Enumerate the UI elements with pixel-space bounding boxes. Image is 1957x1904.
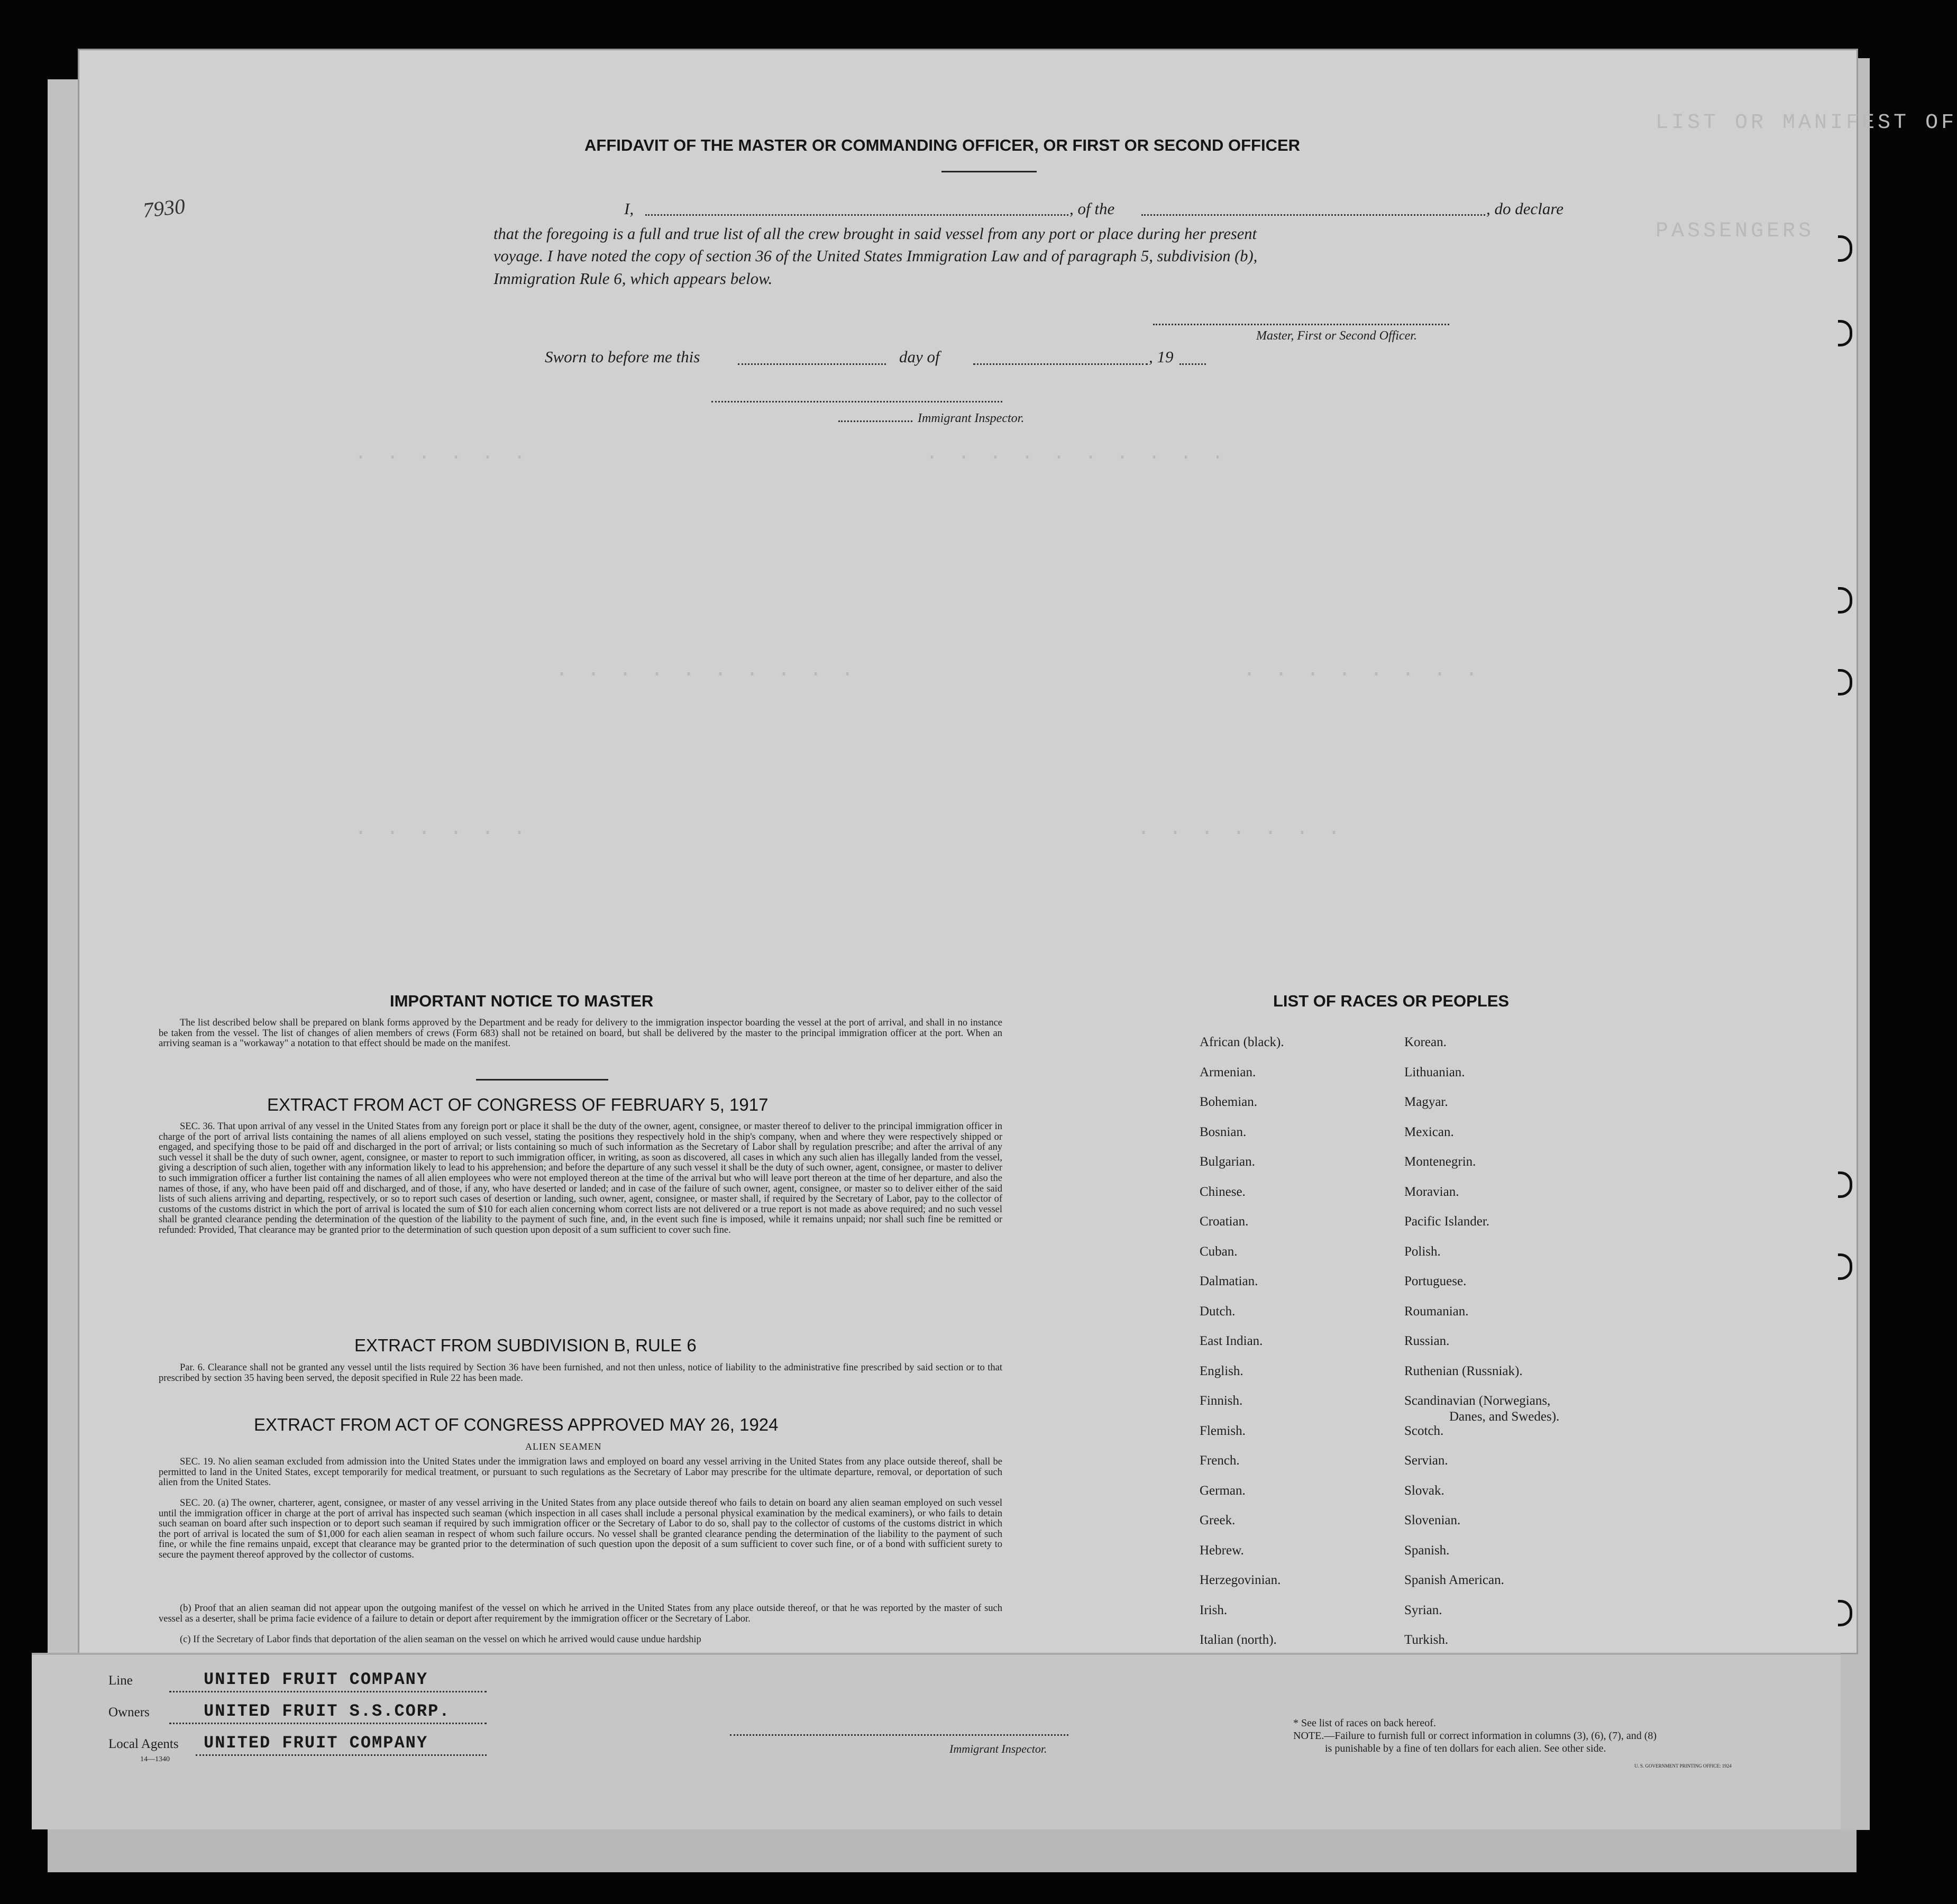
race-item: Spanish. xyxy=(1404,1543,1450,1558)
failure-note: NOTE.—Failure to furnish full or correct information in columns (3), (6), (7), and (8) xyxy=(1293,1730,1657,1742)
race-item: Turkish. xyxy=(1404,1633,1449,1647)
footer-inspector-blank xyxy=(730,1734,1068,1736)
footer-inspector-label: Immigrant Inspector. xyxy=(949,1742,1047,1755)
extract-1924-sec20a: SEC. 20. (a) The owner, charterer, agent, consignee, or master of any vessel arriving in the United States from any place outside thereof who fails to detain on board any alien seaman employed on such vessel until the immigration officer in charge at the port of arrival has inspected such seaman (which inspection in all cases shall include a personal physical examination by the medical examiners), or who fails to detain such seaman on board after such inspection or to deport such seaman if required by such immigration officer or the Secretary of Labor to do so, shall pay to the collector of customs of the customs district in which the port of arrival is located the sum of $1,000 for each alien seaman in respect of whom such failure occurs. No vessel shall be granted clearance pending the determination of the liability to the payment of such fine, or while the fine remains unpaid, except that clearance may be granted prior to the determination of such question upon the deposit of a sum sufficient to cover such fine, or of a bond with sufficient surety to secure the payment thereof approved by the collector of customs. xyxy=(159,1498,1002,1560)
affidavit-do-declare: , do declare xyxy=(1486,199,1564,218)
extract-1924-sec19: SEC. 19. No alien seaman excluded from admission into the United States under the immigration laws and employed on board any vessel arriving in the United States from any place outside thereof, shall be permitted to land in the United States, except temporarily for medical treatment, or pursuant to such regulations as the Secretary of Labor may prescribe for the ultimate departure, removal, or deportation of such alien from the United States. xyxy=(159,1457,1002,1488)
race-item: Flemish. xyxy=(1200,1423,1246,1438)
race-item: Bulgarian. xyxy=(1200,1155,1255,1169)
race-item: Polish. xyxy=(1404,1244,1441,1259)
line-blank xyxy=(169,1691,487,1692)
punch-hole xyxy=(1838,320,1852,346)
extract-1924-sec20b: (b) Proof that an alien seaman did not appear upon the outgoing manifest of the vessel on which he arrived in the United States from any place outside thereof, or that he was reported by the master of such vessel as a deserter, shall be prima facie evidence of a failure to detain or deport after requirement by the immigration officer or the Secretary of Labor. xyxy=(159,1603,1002,1624)
punch-hole xyxy=(1838,669,1852,695)
agents-value: UNITED FRUIT COMPANY xyxy=(204,1733,428,1753)
line-value: UNITED FRUIT COMPANY xyxy=(204,1670,428,1689)
race-item: Scotch. xyxy=(1404,1423,1444,1438)
race-item: Slovak. xyxy=(1404,1483,1444,1498)
printer-imprint: U. S. GOVERNMENT PRINTING OFFICE: 1924 xyxy=(1634,1763,1732,1769)
races-title: LIST OF RACES OR PEOPLES xyxy=(1273,992,1510,1010)
race-item: German. xyxy=(1200,1483,1246,1498)
race-item: Moravian. xyxy=(1404,1184,1459,1199)
race-item: English. xyxy=(1200,1363,1243,1378)
affidavit-line-2: that the foregoing is a full and true list of all the crew brought in said vessel from any port or place during her present xyxy=(493,225,1257,243)
race-item: Montenegrin. xyxy=(1404,1155,1476,1169)
race-item: Roumanian. xyxy=(1404,1304,1469,1319)
race-item: Magyar. xyxy=(1404,1095,1448,1109)
notice-rule xyxy=(476,1079,608,1081)
bleed-through-text: . . . . . . xyxy=(354,817,529,841)
master-signature-blank xyxy=(1153,324,1449,325)
race-item: Finnish. xyxy=(1200,1394,1243,1408)
margin-handwriting: 7930 xyxy=(141,194,187,223)
race-item: Herzegovinian. xyxy=(1200,1573,1281,1587)
bleed-through-text: . . . . . . . . . . xyxy=(555,658,857,682)
sworn-before: Sworn to before me this xyxy=(545,347,700,366)
punch-hole xyxy=(1838,1253,1852,1280)
notice-text: The list described below shall be prepared on blank forms approved by the Department and be ready for delivery to the immigration inspector boarding the vessel at the port of arrival, and shall in no instance be taken from the vessel. The list of changes of alien members of crews (Form 683) shall not be retained on board, but shall be delivered by the master to the principal immigration officer at the port. When an arriving seaman is a "workaway" a notation to that effect should be made on the manifest. xyxy=(159,1018,1002,1049)
affidavit-line-4: Immigration Rule 6, which appears below. xyxy=(493,269,773,288)
bleed-through-text: PASSENGERS xyxy=(1656,219,1815,243)
inspector-signature-blank-2 xyxy=(838,420,912,422)
race-item: Portuguese. xyxy=(1404,1274,1467,1288)
sworn-day-of: day of xyxy=(899,347,940,366)
punch-hole xyxy=(1838,1171,1852,1198)
agents-blank xyxy=(196,1754,487,1756)
race-item: Dalmatian. xyxy=(1200,1274,1258,1288)
extract-1917-title: EXTRACT FROM ACT OF CONGRESS OF FEBRUARY 5, 1917 xyxy=(267,1095,769,1114)
punch-hole xyxy=(1838,1600,1852,1626)
sworn-year-blank xyxy=(1179,363,1206,365)
race-item: Russian. xyxy=(1404,1334,1450,1348)
owners-value: UNITED FRUIT S.S.CORP. xyxy=(204,1701,451,1721)
owners-label: Owners xyxy=(108,1705,150,1719)
affidavit-inspector-label: Immigrant Inspector. xyxy=(918,411,1025,425)
race-item: Slovenian. xyxy=(1404,1513,1461,1527)
subdivision-b-text: Par. 6. Clearance shall not be granted any vessel until the lists required by Section 36 have been furnished, and not then unless, notice of liability to the administrative fine prescribed by said section or to that prescribed by section 35 having been served, the deposit specified in Rule 22 has been made. xyxy=(159,1362,1002,1384)
affidavit-i: I, xyxy=(624,199,634,218)
race-item: African (black). xyxy=(1200,1035,1284,1049)
master-signature-label: Master, First or Second Officer. xyxy=(1256,329,1417,343)
extract-1917-text: SEC. 36. That upon arrival of any vessel in the United States from any foreign port or place it shall be the duty of the owner, agent, consignee, or master thereof to deliver to the principal immigration officer in charge of the port of arrival lists containing the names of all aliens employed on such vessel, stating the positions they respectively hold in the ship's company, when and where they were respectively shipped or engaged, and specifying those to be paid off and discharged in the port of arrival; or lists containing so much of such information as the Secretary of Labor shall by regulation prescribe; and after the arrival of any such vessel it shall be the duty of such owner, agent, consignee, or master to report to such immigration officer, in writing, as soon as discovered, all cases in which any such alien has illegally landed from the vessel, giving a description of such alien, together with any information likely to lead to his apprehension; and before the departure of any such vessel it shall be the duty of such owner, agent, consignee, or master to deliver to such immigration officer a further list containing the names of all alien employees who were not employed thereon at the time of the arrival but who will leave port thereon at the time of her departure, and also the names of those, if any, who have been paid off and discharged, and of those, if any, who have deserted or landed; and in case of the failure of such owner, agent, consignee, or master so to deliver either of the said lists of such aliens arriving and departing, respectively, or so to report such cases of desertion or landing, such owner, agent, consignee, or master shall, if required by the Secretary of Labor, pay to the collector of customs of the customs district in which the port of arrival is located the sum of $10 for each alien concerning whom correct lists are not delivered or a true report is not made as above required; and no such vessel shall be granted clearance pending the determination of the question of the liability to the payment of such fine, and, in the event such fine is imposed, while it remains unpaid; nor shall such fine be remitted or refunded: Provided, That clearance may be granted prior to the determination of such question upon deposit of a sum sufficient to cover such fine. xyxy=(159,1121,1002,1235)
race-item: Armenian. xyxy=(1200,1065,1256,1079)
subdivision-b-title: EXTRACT FROM SUBDIVISION B, RULE 6 xyxy=(354,1335,697,1355)
punch-hole xyxy=(1838,235,1852,262)
affidavit-title-rule xyxy=(941,171,1037,172)
race-item-scandinavian-cont: Danes, and Swedes). xyxy=(1449,1409,1560,1424)
affiant-name-blank xyxy=(645,214,1068,216)
affidavit-title: AFFIDAVIT OF THE MASTER OR COMMANDING OFFICER, OR FIRST OR SECOND OFFICER xyxy=(584,136,1301,154)
sworn-month-blank xyxy=(973,363,1148,365)
race-item: East Indian. xyxy=(1200,1334,1263,1348)
failure-note-cont: is punishable by a fine of ten dollars for each alien. See other side. xyxy=(1325,1743,1606,1754)
race-item: Bohemian. xyxy=(1200,1095,1258,1109)
alien-seamen-subtitle: ALIEN SEAMEN xyxy=(525,1441,602,1452)
race-item: Spanish American. xyxy=(1404,1573,1504,1587)
form-sheet xyxy=(79,50,1957,1653)
race-item: Chinese. xyxy=(1200,1184,1246,1199)
bleed-through-text: . . . . . . . xyxy=(1137,817,1344,841)
race-item: Hebrew. xyxy=(1200,1543,1244,1558)
agents-label: Local Agents xyxy=(108,1737,179,1751)
vessel-name-blank xyxy=(1141,214,1485,216)
form-number: 14—1340 xyxy=(140,1755,170,1763)
race-item: Scandinavian (Norwegians, xyxy=(1404,1394,1551,1408)
bleed-through-text: . . . . . . . . xyxy=(1243,658,1482,682)
owners-blank xyxy=(169,1723,487,1724)
race-item: Croatian. xyxy=(1200,1214,1249,1229)
race-item: Bosnian. xyxy=(1200,1124,1247,1139)
bleed-through-text: . . . . . . . . . . xyxy=(926,442,1228,465)
bleed-through-text: LIST OR MANIFEST OF xyxy=(1656,111,1957,135)
race-item: French. xyxy=(1200,1453,1240,1468)
race-item: Greek. xyxy=(1200,1513,1236,1527)
race-item: Pacific Islander. xyxy=(1404,1214,1490,1229)
affidavit-of-the: , of the xyxy=(1069,199,1115,218)
race-item: Dutch. xyxy=(1200,1304,1236,1319)
extract-1924-title: EXTRACT FROM ACT OF CONGRESS APPROVED MAY 26, 1924 xyxy=(254,1415,779,1434)
race-item: Korean. xyxy=(1404,1035,1447,1049)
race-item: Cuban. xyxy=(1200,1244,1238,1259)
race-item: Mexican. xyxy=(1404,1124,1454,1139)
races-note: * See list of races on back hereof. xyxy=(1293,1717,1436,1729)
bleed-through-text: . . . . . . xyxy=(354,442,529,465)
inspector-signature-blank xyxy=(711,401,1002,402)
race-item: Servian. xyxy=(1404,1453,1448,1468)
affidavit-line-3: voyage. I have noted the copy of section 36 of the United States Immigration Law and of paragraph 5, subdivision (b), xyxy=(493,247,1258,265)
race-item: Italian (north). xyxy=(1200,1633,1277,1647)
line-label: Line xyxy=(108,1673,133,1688)
extract-1924-sec20c: (c) If the Secretary of Labor finds that deportation of the alien seaman on the vessel on which he arrived would cause undue hardship xyxy=(180,1634,701,1645)
sworn-year: , 19 xyxy=(1149,347,1174,366)
form-footer xyxy=(32,1653,1841,1829)
race-item: Lithuanian. xyxy=(1404,1065,1465,1079)
race-item: Irish. xyxy=(1200,1603,1228,1617)
punch-hole xyxy=(1838,587,1852,614)
notice-title: IMPORTANT NOTICE TO MASTER xyxy=(390,992,654,1010)
sworn-day-blank xyxy=(738,363,886,365)
race-item: Ruthenian (Russniak). xyxy=(1404,1363,1523,1378)
race-item: Syrian. xyxy=(1404,1603,1442,1617)
